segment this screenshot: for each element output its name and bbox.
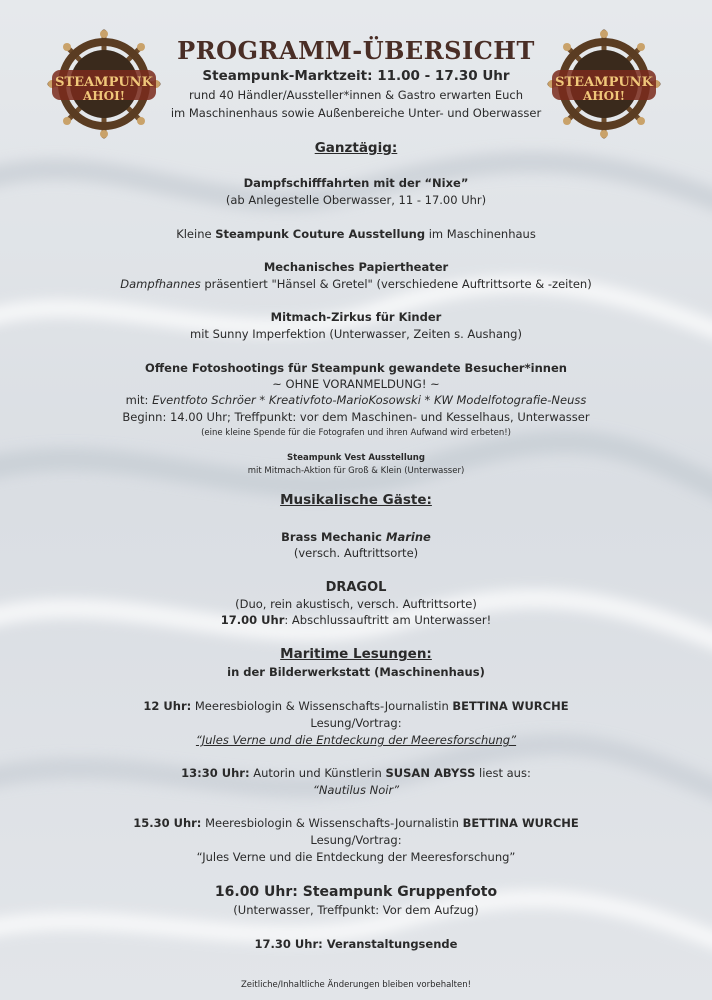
steamboat-subtitle: (ab Anlegestelle Oberwasser, 11 - 17.00 Uhr) xyxy=(225,193,487,207)
reading-1-line: 12 Uhr: Meeresbiologin & Wissenschafts-Journalistin BETTINA WURCHE xyxy=(143,699,569,713)
reading-3-type: Lesung/Vortrag: xyxy=(310,833,402,847)
paper-theater-line: Dampfhannes präsentiert "Hänsel & Gretel" (verschiedene Auftrittsorte & -zeiten) xyxy=(120,277,592,291)
event-end: 17.30 Uhr: Veranstaltungsende xyxy=(254,937,458,951)
intro-line-2: im Maschinenhaus sowie Außenbereiche Unter- und Oberwasser xyxy=(170,106,542,120)
paper-theater-title: Mechanisches Papiertheater xyxy=(263,260,449,274)
dragol-subtitle: (Duo, rein akustisch, versch. Auftrittsorte) xyxy=(235,597,477,611)
dragol-time: 17.00 Uhr: Abschlussauftritt am Unterwasser! xyxy=(220,613,492,627)
photo-donation: (eine kleine Spende für die Fotografen und ihren Aufwand wird erbeten!) xyxy=(201,428,511,438)
reading-1-type: Lesung/Vortrag: xyxy=(310,716,402,730)
svg-text:AHOI!: AHOI! xyxy=(83,89,125,103)
photo-start: Beginn: 14.00 Uhr; Treffpunkt: vor dem Maschinen- und Kesselhaus, Unterwasser xyxy=(122,410,590,424)
disclaimer: Zeitliche/Inhaltliche Änderungen bleiben vorbehalten! xyxy=(240,980,472,990)
section-music: Musikalische Gäste: xyxy=(280,492,432,508)
group-photo-subtitle: (Unterwasser, Treffpunkt: Vor dem Aufzug) xyxy=(233,903,479,917)
market-time: Steampunk-Marktzeit: 11.00 - 17.30 Uhr xyxy=(202,68,510,84)
group-photo: 16.00 Uhr: Steampunk Gruppenfoto xyxy=(214,884,498,900)
brass-subtitle: (versch. Auftrittsorte) xyxy=(293,546,419,560)
readings-location: in der Bilderwerkstatt (Maschinenhaus) xyxy=(227,665,485,679)
reading-3-line: 15.30 Uhr: Meeresbiologin & Wissenschafts-Journalistin BETTINA WURCHE xyxy=(133,816,579,830)
reading-1-work: “Jules Verne und die Entdeckung der Meeresforschung” xyxy=(195,733,517,747)
vest-title: Steampunk Vest Ausstellung xyxy=(287,453,425,463)
intro-line-1: rund 40 Händler/Aussteller*innen & Gastro erwarten Euch xyxy=(188,88,524,102)
svg-text:STEAMPUNK: STEAMPUNK xyxy=(555,75,653,90)
page-title: PROGRAMM-ÜBERSICHT xyxy=(177,36,535,65)
reading-2-work: “Nautilus Noir” xyxy=(312,783,400,797)
reading-2-line: 13:30 Uhr: Autorin und Künstlerin SUSAN ABYSS liest aus: xyxy=(181,766,531,780)
steamboat-title: Dampfschifffahrten mit der “Nixe” xyxy=(243,176,469,190)
section-allday: Ganztägig: xyxy=(314,140,398,156)
circus-title: Mitmach-Zirkus für Kinder xyxy=(270,310,442,324)
vest-subtitle: mit Mitmach-Aktion für Groß & Klein (Unterwasser) xyxy=(247,466,465,476)
brass-title: Brass Mechanic Marine xyxy=(281,530,431,544)
dragol-title: DRAGOL xyxy=(325,580,387,595)
reading-3-work: “Jules Verne und die Entdeckung der Meeresforschung” xyxy=(196,850,516,864)
circus-subtitle: mit Sunny Imperfektion (Unterwasser, Zeiten s. Aushang) xyxy=(190,327,522,341)
section-readings: Maritime Lesungen: xyxy=(280,646,432,662)
photo-note: ~ OHNE VORANMELDUNG! ~ xyxy=(272,377,440,391)
photo-with: mit: Eventfoto Schröer * Kreativfoto-MarioKosowski * KW Modelfotografie-Neuss xyxy=(125,393,587,407)
couture-line: Kleine Steampunk Couture Ausstellung im Maschinenhaus xyxy=(176,227,536,241)
svg-text:STEAMPUNK: STEAMPUNK xyxy=(55,75,153,90)
photo-title: Offene Fotoshootings für Steampunk gewandete Besucher*innen xyxy=(145,361,567,375)
svg-text:AHOI!: AHOI! xyxy=(583,89,625,103)
